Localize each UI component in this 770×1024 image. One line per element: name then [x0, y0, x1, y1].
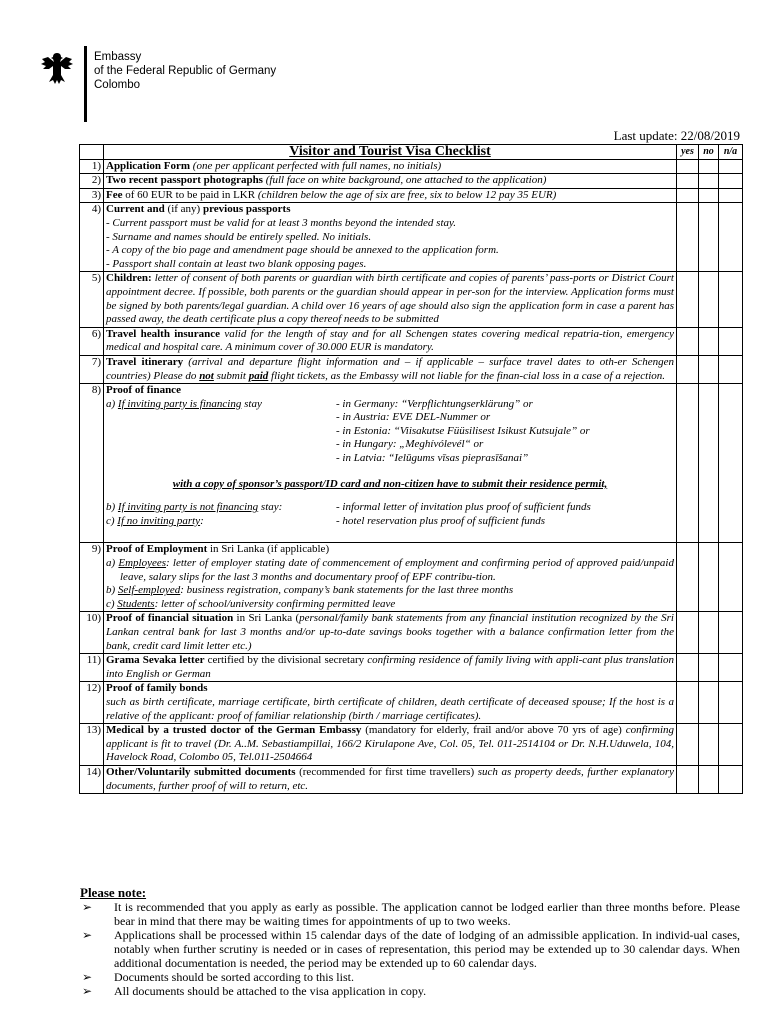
yes-checkbox[interactable] [677, 543, 699, 612]
yes-checkbox[interactable] [677, 384, 699, 543]
yes-checkbox[interactable] [677, 203, 699, 272]
federal-eagle-icon [40, 50, 74, 86]
yes-checkbox[interactable] [677, 654, 699, 682]
no-checkbox[interactable] [699, 724, 719, 766]
list-item: ➢ All documents should be attached to the visa application in copy. [82, 984, 427, 998]
notes-title: Please note: [80, 885, 147, 900]
yes-checkbox[interactable] [677, 272, 699, 327]
na-checkbox[interactable] [719, 724, 743, 766]
yes-checkbox[interactable] [677, 355, 699, 383]
na-checkbox[interactable] [719, 174, 743, 189]
table-row: 5) Children: letter of consent of both parents or guardian with birth certificate and copies of parents’ pass-ports or District Court appointment decree. If possible, both parents or the guardian should appear in per-son for the interview. Application forms must be signed by both parents/legal guardian. A child over 16 years of age should also sign the application form in case a parent has passed away, the death certificate plus a copy thereof needs to be submitted [80, 272, 743, 327]
table-row: 1) Application Form (one per applicant perfected with full names, no initials) [80, 159, 743, 174]
no-checkbox[interactable] [699, 543, 719, 612]
table-row: 12) Proof of family bonds such as birth certificate, marriage certificate, birth certificate of children, death certificate of deceased spouse; If the host is a relative of the applicant: proof of familiar relationship (birth / marriage certificates). [80, 682, 743, 724]
letterhead-bar [84, 46, 87, 122]
table-row: 4) Current and (if any) previous passports - Current passport must be valid for at least 3 months beyond the intended stay. - Surname and names should be entirely spelled. No initials. - A copy of the bio page and amendment page should be annexed to the application form. - Passport shall contain at least two blank opposing pages. [80, 203, 743, 272]
yes-checkbox[interactable] [677, 174, 699, 189]
column-na: n/a [719, 145, 743, 160]
checklist-title: Visitor and Tourist Visa Checklist [104, 145, 677, 160]
na-checkbox[interactable] [719, 654, 743, 682]
na-checkbox[interactable] [719, 327, 743, 355]
na-checkbox[interactable] [719, 159, 743, 174]
yes-checkbox[interactable] [677, 724, 699, 766]
no-checkbox[interactable] [699, 765, 719, 793]
no-checkbox[interactable] [699, 612, 719, 654]
list-item: ➢ Applications shall be processed within 15 calendar days of the date of lodging of an admissible application. In individ-ual cases, notably when further scrutiny is needed or in cases of representation, this period may be extended up to 30 calendar days. When additional documentation is needed, the period may be extended up to 60 calendar days. [82, 928, 740, 970]
arrow-bullet-icon: ➢ [82, 928, 93, 942]
na-checkbox[interactable] [719, 355, 743, 383]
arrow-bullet-icon: ➢ [82, 900, 93, 914]
table-row: 10) Proof of financial situation in Sri Lanka (personal/family bank statements from any financial institution recognized by the Sri Lankan central bank for last 3 months and/or up-to-date savings books together with a balance confirmation letter from the bank, credit card limit letter etc.) [80, 612, 743, 654]
na-checkbox[interactable] [719, 543, 743, 612]
no-checkbox[interactable] [699, 682, 719, 724]
column-no: no [699, 145, 719, 160]
na-checkbox[interactable] [719, 203, 743, 272]
last-update-date: Last update: 22/08/2019 [613, 128, 740, 143]
na-checkbox[interactable] [719, 682, 743, 724]
list-item: ➢ Documents should be sorted according to this list. [82, 970, 354, 984]
na-checkbox[interactable] [719, 272, 743, 327]
sponsor-note: with a copy of sponsor’s passport/ID card and non-citizen have to submit their residence permit, [172, 477, 608, 490]
no-checkbox[interactable] [699, 355, 719, 383]
table-row: 9) Proof of Employment in Sri Lanka (if applicable) a) Employees: letter of employer stating date of commencement of employment and confirming period of approved paid/unpaid leave, salary slips for the last 3 months and documentary proof of EPF contribu-tion. b) Self-employed: business registration, company’s bank statements for the last three months c) Students: letter of school/university confirming permitted leave [80, 543, 743, 612]
table-row: 8) Proof of finance a) If inviting party is financing stay - in Germany: “Verpflichtungserklärung” or - in Austria: EVE DEL-Nummer or - in Estonia: “Viisakutse Füüsilisest Isikust Kutsujale” or - in Hungary: „Meghívólevél“ or - in Latvia: “Ielūgums vīsas pieprasīšanai” with a copy of sponsor’s passport/ID card and non-citizen have to submit their residence permit, b) If inviting party is not financing stay: - informal letter of invitation plus proof of sufficient funds c) If no inviting party: - hotel reservation plus proof of sufficient funds [80, 384, 743, 543]
no-checkbox[interactable] [699, 327, 719, 355]
column-yes: yes [677, 145, 699, 160]
yes-checkbox[interactable] [677, 765, 699, 793]
table-row: 6) Travel health insurance valid for the length of stay and for all Schengen states covering medical repatria-tion, emergency medical and hospital care. A minimum cover of 30.000 EUR is mandatory. [80, 327, 743, 355]
yes-checkbox[interactable] [677, 188, 699, 203]
embassy-name: Embassy of the Federal Republic of Germany Colombo [94, 51, 277, 91]
na-checkbox[interactable] [719, 188, 743, 203]
arrow-bullet-icon: ➢ [82, 970, 93, 984]
na-checkbox[interactable] [719, 612, 743, 654]
please-note-section [80, 886, 740, 998]
na-checkbox[interactable] [719, 765, 743, 793]
checklist-header-row [80, 145, 743, 160]
yes-checkbox[interactable] [677, 159, 699, 174]
na-checkbox[interactable] [719, 384, 743, 543]
no-checkbox[interactable] [699, 654, 719, 682]
table-row: 7) Travel itinerary (arrival and departure flight information and – if applicable – surface travel dates to oth-er Schengen countries) Please do not submit paid flight tickets, as the Embassy will not liable for the finan-cial loss in a case of a rejection. [80, 355, 743, 383]
no-checkbox[interactable] [699, 384, 719, 543]
no-checkbox[interactable] [699, 174, 719, 189]
no-checkbox[interactable] [699, 203, 719, 272]
arrow-bullet-icon: ➢ [82, 984, 93, 998]
yes-checkbox[interactable] [677, 612, 699, 654]
list-item: ➢ It is recommended that you apply as early as possible. The application cannot be lodged earlier than three months before. Please bear in mind that there may be waiting times for appointments of up to two weeks. [82, 900, 740, 928]
table-row: 14) Other/Voluntarily submitted documents (recommended for first time travellers) such as property deeds, further explanatory documents, further proof of will to return, etc. [80, 765, 743, 793]
no-checkbox[interactable] [699, 188, 719, 203]
yes-checkbox[interactable] [677, 682, 699, 724]
table-row: 13) Medical by a trusted doctor of the German Embassy (mandatory for elderly, frail and/or above 70 yrs of age) confirming applicant is fit to travel (Dr. A..M. Sebastiampillai, 166/2 Kirulapone Ave, Col. 05, Tel. 011-2514104 or Dr. N.H.Uduwela, 104, Havelock Road, Colombo 05, Tel.011-2504664 [80, 724, 743, 766]
visa-checklist-table [79, 144, 743, 794]
yes-checkbox[interactable] [677, 327, 699, 355]
no-checkbox[interactable] [699, 159, 719, 174]
table-row: 11) Grama Sevaka letter certified by the divisional secretary confirming residence of family living with appli-cant plus translation into English or German [80, 654, 743, 682]
no-checkbox[interactable] [699, 272, 719, 327]
table-row: 3) Fee of 60 EUR to be paid in LKR (children below the age of six are free, six to below 12 pay 35 EUR) [80, 188, 743, 203]
table-row: 2) Two recent passport photographs (full face on white background, one attached to the application) [80, 174, 743, 189]
